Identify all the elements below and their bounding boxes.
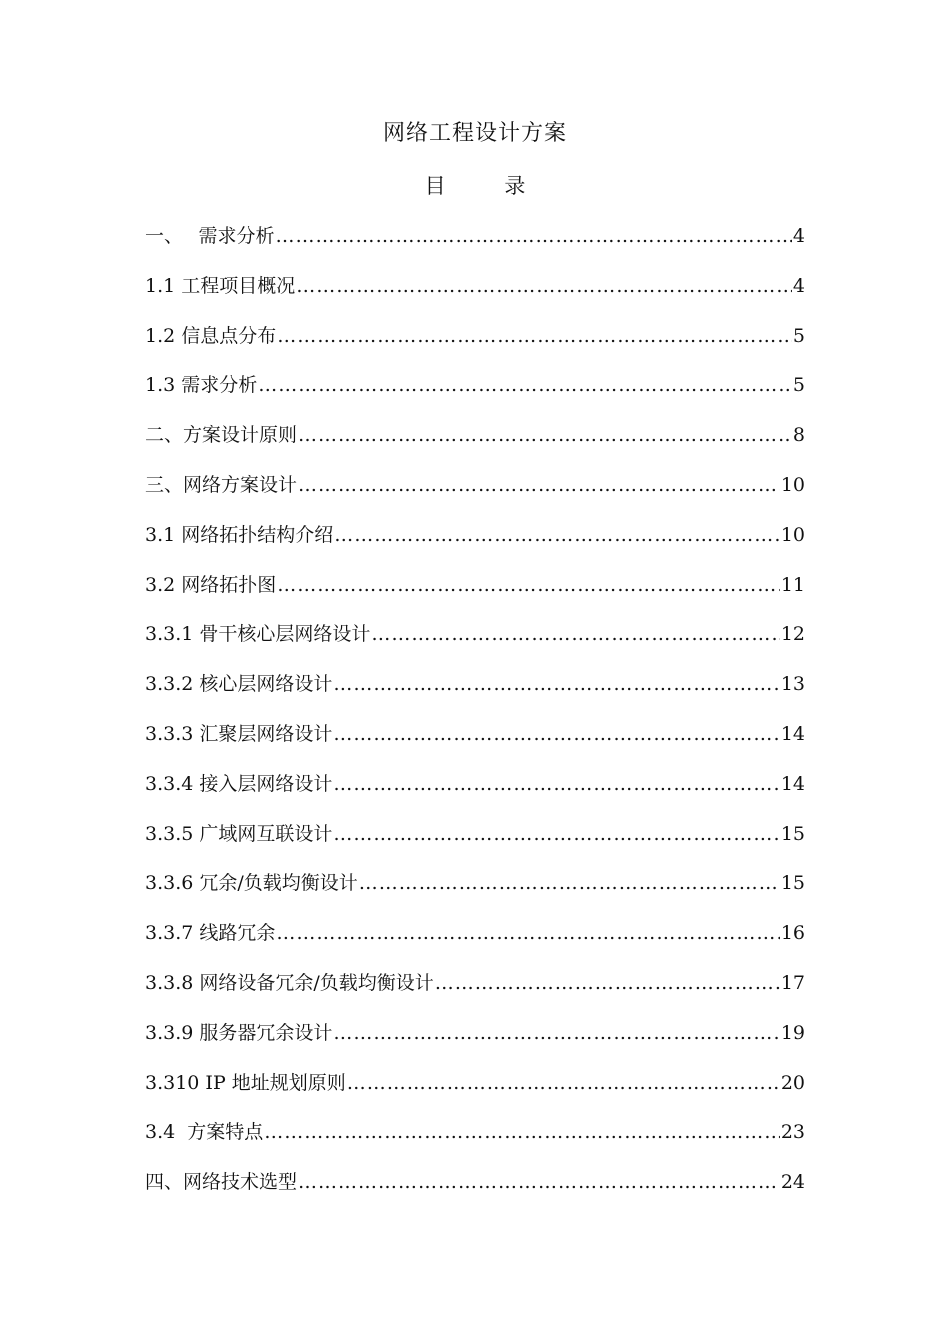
toc-dot-leader bbox=[334, 519, 780, 551]
toc-dot-leader bbox=[277, 320, 792, 352]
toc-page-number: 14 bbox=[780, 722, 805, 745]
toc-page-number: 14 bbox=[780, 772, 805, 795]
document-title: 网络工程设计方案 bbox=[382, 121, 567, 146]
toc-entry[interactable] bbox=[145, 1067, 805, 1117]
toc-page-number: 5 bbox=[792, 324, 805, 347]
toc-entry[interactable] bbox=[145, 867, 805, 917]
toc-page-number: 8 bbox=[792, 424, 805, 447]
toc-entry-label: 一、 需求分析 bbox=[145, 225, 275, 247]
toc-entry[interactable] bbox=[145, 419, 805, 469]
toc-entry-label: 3.3.1 骨干核心层网络设计 bbox=[145, 623, 371, 646]
toc-page-number: 15 bbox=[780, 822, 805, 845]
toc-page-number: 24 bbox=[780, 1171, 805, 1194]
toc-page-number: 11 bbox=[780, 573, 805, 596]
toc-page-number: 12 bbox=[780, 623, 805, 646]
toc-dot-leader bbox=[359, 867, 780, 899]
toc-entry-label: 二、方案设计原则 bbox=[145, 424, 298, 447]
toc-page-number: 10 bbox=[780, 523, 805, 546]
toc-dot-leader bbox=[296, 270, 792, 302]
toc-dot-leader bbox=[298, 469, 780, 501]
toc-dot-leader bbox=[333, 718, 779, 750]
toc-page-number: 19 bbox=[780, 1021, 805, 1044]
toc-dot-leader bbox=[276, 220, 792, 252]
toc-entry[interactable] bbox=[145, 519, 805, 569]
toc-entry-label: 3.3.2 核心层网络设计 bbox=[145, 673, 333, 696]
toc-dot-leader bbox=[333, 768, 779, 800]
toc-dot-leader bbox=[333, 1017, 779, 1049]
toc-entry-label: 3.3.7 线路冗余 bbox=[145, 922, 276, 945]
toc-entry-label: 四、网络技术选型 bbox=[145, 1171, 298, 1194]
toc-dot-leader bbox=[264, 1116, 780, 1148]
toc-dot-leader bbox=[371, 618, 779, 650]
toc-entry-label: 3.3.3 汇聚层网络设计 bbox=[145, 722, 333, 745]
toc-entry[interactable] bbox=[145, 469, 805, 519]
toc-entry-label: 3.3.8 网络设备冗余/负载均衡设计 bbox=[145, 971, 434, 994]
toc-page-number: 20 bbox=[780, 1071, 805, 1094]
toc-entry[interactable] bbox=[145, 967, 805, 1017]
toc-entry-label: 3.4 方案特点 bbox=[145, 1121, 264, 1144]
toc-dot-leader bbox=[333, 818, 779, 850]
toc-entry-label: 3.3.4 接入层网络设计 bbox=[145, 772, 333, 795]
toc-heading: 目 录 bbox=[424, 174, 552, 198]
toc-page-number: 4 bbox=[792, 225, 805, 247]
toc-dot-leader bbox=[298, 419, 792, 451]
toc-entry[interactable] bbox=[145, 1166, 805, 1216]
toc-entry-label: 三、网络方案设计 bbox=[145, 473, 298, 496]
toc-entry-label: 1.1 工程项目概况 bbox=[145, 274, 296, 297]
toc-entry[interactable] bbox=[145, 718, 805, 768]
toc-page-number: 23 bbox=[780, 1121, 805, 1144]
toc-entry[interactable] bbox=[145, 1017, 805, 1067]
toc-dot-leader bbox=[298, 1166, 780, 1198]
toc-entry[interactable] bbox=[145, 768, 805, 818]
toc-entry-label: 3.310 IP 地址规划原则 bbox=[145, 1071, 346, 1094]
toc-dot-leader bbox=[435, 967, 780, 999]
toc-dot-leader bbox=[276, 917, 779, 949]
toc-page-number: 10 bbox=[780, 473, 805, 496]
toc-dot-leader bbox=[277, 569, 780, 601]
toc-page-number: 13 bbox=[780, 673, 805, 696]
toc-entry-label: 3.3.5 广域网互联设计 bbox=[145, 822, 333, 845]
table-of-contents bbox=[145, 220, 805, 1216]
toc-page-number: 15 bbox=[780, 872, 805, 895]
toc-page-number: 16 bbox=[780, 922, 805, 945]
toc-entry[interactable] bbox=[145, 220, 805, 270]
toc-entry[interactable] bbox=[145, 270, 805, 320]
toc-page-number: 5 bbox=[792, 374, 805, 397]
toc-entry[interactable] bbox=[145, 668, 805, 718]
toc-entry[interactable] bbox=[145, 569, 805, 619]
toc-entry[interactable] bbox=[145, 917, 805, 967]
toc-entry-label: 3.3.9 服务器冗余设计 bbox=[145, 1021, 333, 1044]
toc-entry-label: 1.3 需求分析 bbox=[145, 374, 258, 397]
toc-entry[interactable] bbox=[145, 1116, 805, 1166]
toc-dot-leader bbox=[347, 1067, 780, 1099]
toc-entry[interactable] bbox=[145, 369, 805, 419]
toc-page-number: 17 bbox=[780, 971, 805, 994]
toc-entry[interactable] bbox=[145, 618, 805, 668]
toc-entry-label: 3.1 网络拓扑结构介绍 bbox=[145, 523, 334, 546]
toc-entry[interactable] bbox=[145, 320, 805, 370]
toc-entry[interactable] bbox=[145, 818, 805, 868]
toc-dot-leader bbox=[333, 668, 779, 700]
toc-page-number: 4 bbox=[792, 274, 805, 297]
toc-entry-label: 3.3.6 冗余/负载均衡设计 bbox=[145, 872, 358, 895]
toc-entry-label: 3.2 网络拓扑图 bbox=[145, 573, 277, 596]
toc-dot-leader bbox=[258, 369, 792, 401]
toc-entry-label: 1.2 信息点分布 bbox=[145, 324, 277, 347]
